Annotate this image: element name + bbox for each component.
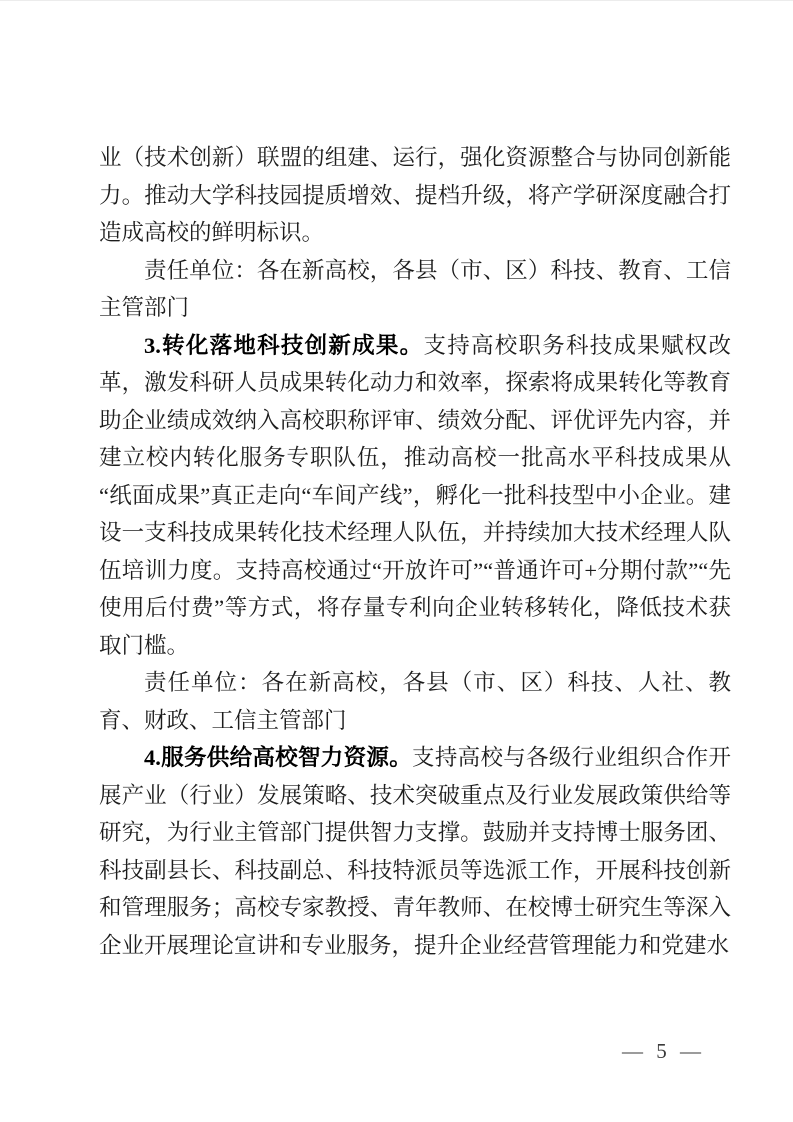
section-item-4-paragraph (99, 739, 731, 964)
document-text-block (99, 139, 731, 964)
responsibility-unit-line (99, 252, 731, 327)
paragraph-text: 支持高校与各级行业组织合作开展产业（行业）发展策略、技术突破重点及行业发展政策供给等研究，为行业主管部门提供智力支撑。鼓励并支持博士服务团、科技副县长、科技副总、科技特派员等选派工作，开展科技创新和管理服务；高校专家教授、青年教师、在校博士研究生等深入企业开展理论宣讲和专业服务，提升企业经营管理能力和党建水 (99, 745, 731, 958)
page-number: — 5 — (622, 1039, 705, 1063)
section-item-4-heading: 4.服务供给高校智力资源。 (144, 745, 413, 770)
paragraph-text: 责任单位：各在新高校，各县（市、区）科技、人社、教育、财政、工信主管部门 (99, 670, 731, 733)
section-item-3-heading: 3.转化落地科技创新成果。 (144, 332, 424, 358)
paragraph-continuation (99, 139, 731, 252)
paragraph-text: 业（技术创新）联盟的组建、运行，强化资源整合与协同创新能力。推动大学科技园提质增效、提档升级，将产学研深度融合打造成高校的鲜明标识。 (99, 145, 731, 245)
paragraph-text: 支持高校职务科技成果赋权改革，激发科研人员成果转化动力和效率，探索将成果转化等教育助企业绩成效纳入高校职称评审、绩效分配、评优评先内容，并建立校内转化服务专职队伍，推动高校一批高水平科技成果从“纸面成果”真正走向“车间产线”，孵化一批科技型中小企业。建设一支科技成果转化技术经理人队伍，并持续加大技术经理人队伍培训力度。支持高校通过“开放许可”“普通许可+分期付款”“先使用后付费”等方式，将存量专利向企业转移转化，降低技术获取门槛。 (99, 332, 731, 658)
section-item-3-paragraph (99, 327, 731, 665)
paragraph-text: 责任单位：各在新高校，各县（市、区）科技、教育、工信主管部门 (99, 257, 731, 320)
responsibility-unit-line (99, 664, 731, 739)
